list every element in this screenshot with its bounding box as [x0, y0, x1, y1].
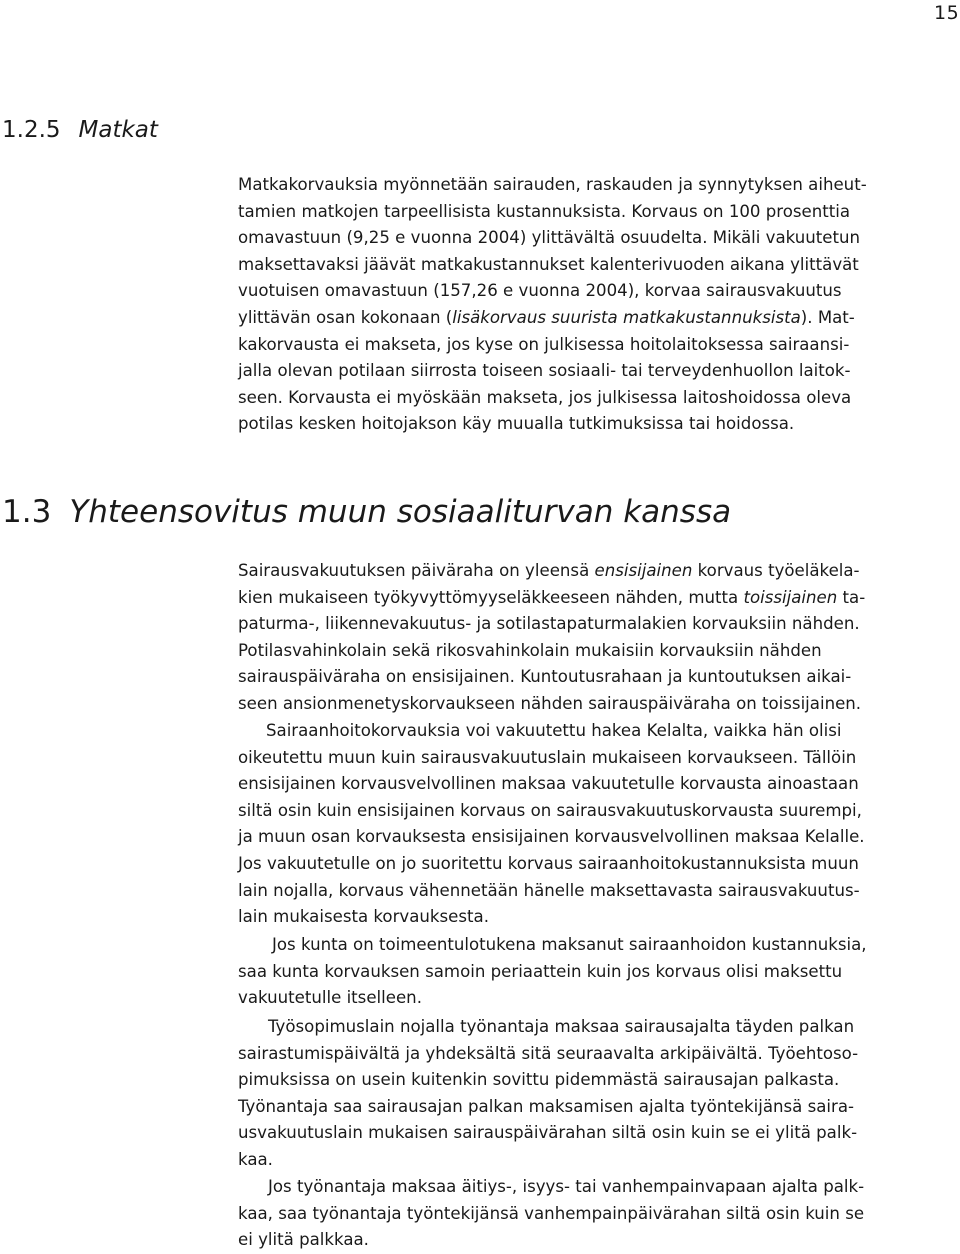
paragraph-paivaraha — [238, 558, 954, 718]
section-heading-matkat — [2, 117, 158, 143]
text-line: Työsopimuslain nojalla työnantaja maksaa sairausajalta täyden palkan — [268, 1017, 855, 1036]
paragraph-tyosopimuslaki — [238, 1014, 954, 1174]
text-run: ). Mat- — [800, 307, 855, 327]
italic-term: ensisijainen — [594, 561, 693, 580]
page-number: 15 — [934, 2, 960, 24]
text-line: sairauspäiväraha on ensisijainen. Kuntoutusrahaan ja kuntoutuksen aikai- — [238, 667, 852, 687]
text-line: Jos kunta on toimeentulotukena maksanut sairaanhoidon kustannuksia, — [272, 935, 867, 954]
text-line — [238, 558, 954, 585]
text-line: Jos työnantaja maksaa äitiys-, isyys- tai vanhempainvapaan ajalta palk- — [268, 1177, 865, 1196]
text-run: Sairausvakuutuksen päiväraha on yleensä — [238, 561, 595, 580]
text-line: lain nojalla, korvaus vähennetään hänelle maksettavasta sairausvakuutus- — [238, 880, 860, 900]
text-line: kaa, saa työnantaja työntekijänsä vanhempainpäivärahan siltä osin kuin se — [238, 1203, 865, 1223]
text-line: seen ansionmenetyskorvaukseen nähden sairauspäiväraha on toissijainen. — [238, 693, 862, 713]
text-line: Jos vakuutetulle on jo suoritettu korvaus sairaanhoitokustannuksista muun — [238, 853, 859, 873]
text-line: maksettavaksi jäävät matkakustannukset kalenterivuoden aikana ylittävät — [238, 254, 859, 274]
text-line: kakorvausta ei makseta, jos kyse on julkisessa hoitolaitoksessa sairaansi- — [238, 334, 850, 354]
text-line: usvakuutuslain mukaisen sairauspäivärahan siltä osin kuin se ei ylitä palk- — [238, 1123, 858, 1143]
text-line: saa kunta korvauksen samoin periaattein kuin jos korvaus olisi maksettu — [238, 961, 843, 981]
paragraph-matkat — [238, 172, 954, 438]
text-line: Potilasvahinkolain sekä rikosvahinkolain mukaisiin korvauksiin nähden — [238, 640, 822, 660]
section-number: 1.3 — [2, 494, 52, 530]
paragraph-vanhempainvapaa — [238, 1174, 954, 1254]
text-line: sairastumispäivältä ja yhdeksältä sitä seuraavalta arkipäivältä. Työehtoso- — [238, 1043, 859, 1063]
text-line: siltä osin kuin ensisijainen korvaus on sairausvakuutuskorvausta suurempi, — [238, 800, 862, 820]
text-line: Sairaanhoitokorvauksia voi vakuutettu hakea Kelalta, vaikka hän olisi — [266, 721, 842, 740]
text-line — [238, 305, 954, 332]
paragraph-sairaanhoitokorvaus — [238, 718, 954, 931]
paragraph-toimeentulotuki — [238, 932, 954, 1012]
text-run: kien mukaiseen työkyvyttömyyseläkkeeseen nähden, mutta — [238, 587, 744, 607]
text-line: vuotuisen omavastuun (157,26 e vuonna 2004), korvaa sairausvakuutus — [238, 281, 842, 301]
text-run: ylittävän osan kokonaan ( — [238, 307, 453, 327]
section-heading-yhteensovitus — [2, 494, 731, 530]
text-line: Matkakorvauksia myönnetään sairauden, raskauden ja synnytyksen aiheut- — [238, 175, 867, 194]
text-line: tamien matkojen tarpeellisista kustannuksista. Korvaus on 100 prosenttia — [238, 201, 851, 221]
text-run: korvaus työeläkela- — [692, 561, 860, 580]
text-line: seen. Korvausta ei myöskään makseta, jos julkisessa laitoshoidossa oleva — [238, 387, 852, 407]
text-run: ta- — [837, 587, 866, 607]
italic-term: lisäkorvaus suurista matkakustannuksista — [452, 307, 801, 327]
section-title: Matkat — [78, 117, 158, 143]
text-line: Työnantaja saa sairausajan palkan maksamisen ajalta työntekijänsä saira- — [238, 1096, 855, 1116]
text-line: ja muun osan korvauksesta ensisijainen korvausvelvollinen maksaa Kelalle. — [238, 827, 865, 847]
text-line: ei ylitä palkkaa. — [238, 1230, 369, 1250]
text-line: kaa. — [238, 1149, 273, 1169]
text-line: potilas kesken hoitojakson käy muualla tutkimuksissa tai hoidossa. — [238, 414, 795, 434]
text-line — [238, 585, 954, 612]
text-line: vakuutetulle itselleen. — [238, 988, 422, 1008]
text-line: oikeutettu muun kuin sairausvakuutuslain mukaiseen korvaukseen. Tällöin — [238, 747, 857, 767]
text-line: lain mukaisesta korvauksesta. — [238, 907, 489, 927]
italic-term: toissijainen — [743, 587, 838, 607]
section-number: 1.2.5 — [2, 117, 61, 143]
text-line: pimuksissa on usein kuitenkin sovittu pidemmästä sairausajan palkasta. — [238, 1070, 840, 1090]
text-line: paturma-, liikennevakuutus- ja sotilastapaturmalakien korvauksiin nähden. — [238, 614, 860, 634]
text-line: omavastuun (9,25 e vuonna 2004) ylittävältä osuudelta. Mikäli vakuutetun — [238, 228, 861, 248]
text-line: jalla olevan potilaan siirrosta toiseen sosiaali- tai terveydenhuollon laitok- — [238, 361, 851, 381]
text-line: ensisijainen korvausvelvollinen maksaa vakuutetulle korvausta ainoastaan — [238, 774, 859, 794]
section-title: Yhteensovitus muun sosiaaliturvan kanssa — [69, 494, 732, 530]
